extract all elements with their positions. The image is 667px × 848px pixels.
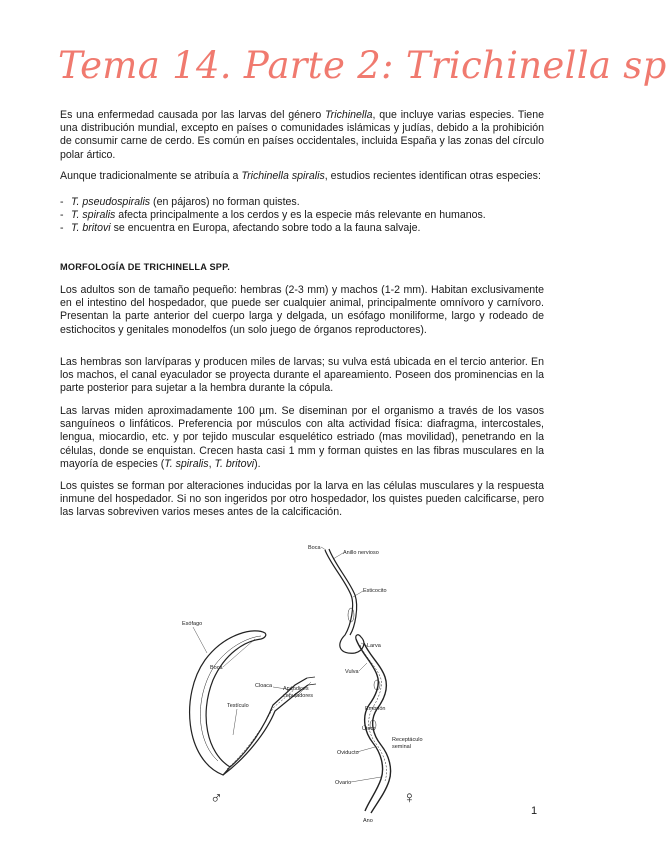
label-copuladores: copuladores bbox=[283, 693, 313, 699]
male-symbol: ♂ bbox=[210, 788, 223, 807]
label-cloaca: Cloaca bbox=[255, 683, 273, 689]
label-seminal: seminal bbox=[392, 744, 411, 750]
label-boca-female: Boca bbox=[308, 545, 321, 551]
morphology-paragraph-4: Los quistes se forman por alteraciones inducidas por la larva en las células musculares y la respuesta inmune del hospedador. Si no son ingeridos por otro hospedador, los quistes pueden calcificarse, pero las larvas sobreviven varios meses antes de la calcificación. bbox=[60, 480, 544, 519]
male-worm-illustration bbox=[190, 631, 316, 775]
label-esofago: Esófago bbox=[182, 621, 203, 627]
page-title: Tema 14. Parte 2: Trichinella sp bbox=[58, 44, 667, 87]
label-ano: Ano bbox=[363, 818, 373, 824]
label-boca-male: Boca bbox=[210, 665, 223, 671]
morphology-paragraph-2: Las hembras son larvíparas y producen miles de larvas; su vulva está ubicada en el tercio anterior. En los machos, el canal eyaculador se proyecta durante el apareamiento. Poseen dos prominencias en la parte posterior para sujetar a la hembra durante la cópula. bbox=[60, 356, 544, 395]
label-receptaculo: Receptáculo bbox=[392, 737, 423, 743]
page-number: 1 bbox=[531, 805, 538, 817]
species-list-item: - T. britovi se encuentra en Europa, afectando sobre todo a la fauna salvaje. bbox=[60, 222, 421, 234]
label-anillo-nervioso: Anillo nervioso bbox=[343, 550, 379, 556]
label-vulva: Vulva bbox=[345, 669, 359, 675]
label-utero: Útero bbox=[362, 726, 376, 732]
morphology-paragraph-3: Las larvas miden aproximadamente 100 µm. Se diseminan por el organismo a través de los vasos sanguíneos o linfáticos. Preferencia por músculos con alta actividad física: diafragma, intercostales, lengua, miocardio, etc. y por tejido muscular esquelético estriado (mas movilidad), penetrando en la células, donde se enquistan. Crecen hasta casi 1 mm y forman quistes en las fibras musculares en la mayoría de especies (T. spiralis, T. britovi). bbox=[60, 405, 544, 470]
section-heading: MORFOLOGÍA DE TRICHINELLA SPP. bbox=[60, 262, 231, 272]
intro-paragraph-1: Es una enfermedad causada por las larvas del género Trichinella, que incluye varias especies. Tiene una distribución mundial, excepto en países o comunidades islámicas y judías, debido a la prohibición de consumir carne de cerdo. Es común en países occidentales, incluida España y las zonas del círculo polar ártico. bbox=[60, 109, 544, 161]
species-list-item: - T. pseudospiralis (en pájaros) no forman quistes. bbox=[60, 196, 300, 208]
intro-paragraph-2: Aunque tradicionalmente se atribuía a Trichinella spiralis, estudios recientes identifican otras especies: bbox=[60, 170, 541, 182]
male-labels bbox=[182, 621, 313, 735]
label-oviducto: Oviducto bbox=[337, 750, 359, 756]
label-larva: Larva bbox=[367, 643, 381, 649]
label-ovario: Ovario bbox=[335, 780, 352, 786]
morphology-paragraph-1: Los adultos son de tamaño pequeño: hembras (2-3 mm) y machos (1-2 mm). Habitan exclusivamente en el intestino del hospedador, que puede ser cualquier animal, principalmente omnívoro y carnívoro. Presentan la parte anterior del cuerpo larga y delgada, un esófago moniliforme, largo y rodeado de estichocitos y genitales monodelfos (un solo juego de órganos reproductores). bbox=[60, 284, 544, 336]
female-symbol: ♀ bbox=[403, 788, 416, 807]
female-labels bbox=[308, 545, 423, 824]
species-list-item: - T. spiralis afecta principalmente a los cerdos y es la especie más relevante en humanos. bbox=[60, 209, 486, 221]
trichinella-anatomy-figure bbox=[155, 535, 455, 825]
label-apendices: Apéndices bbox=[283, 686, 309, 692]
label-embrion: Embrión bbox=[365, 706, 386, 712]
label-testiculo: Testículo bbox=[227, 703, 249, 709]
label-esticocito: Esticocito bbox=[363, 588, 387, 594]
